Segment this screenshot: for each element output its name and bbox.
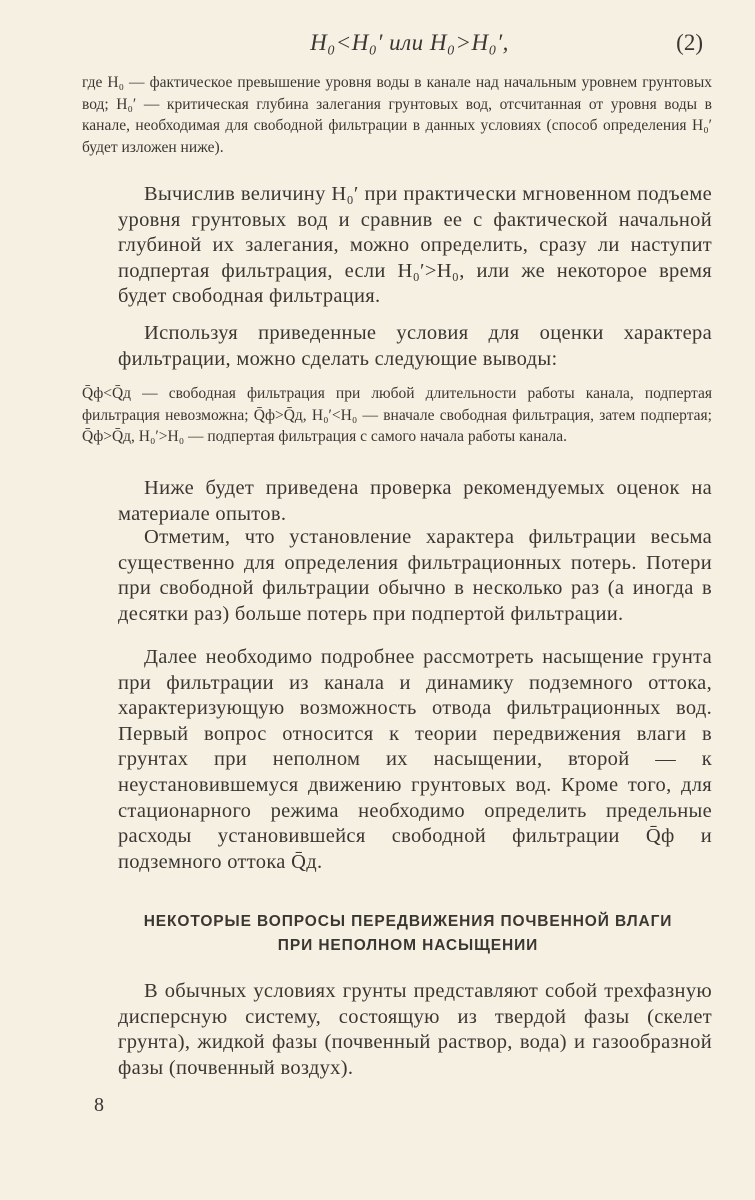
paragraph-verification: Ниже будет приведена проверка рекомендуемых оценок на материале опытов. <box>118 477 712 525</box>
paragraph-saturation: Далее необходимо подробнее рассмотреть насыщение грунта при фильтрации из канала и динамику подземного оттока, характеризующую возможность отвода фильтрационных вод. Первый вопрос относится к теории передвижения влаги в грунтах при неполном их насыщении, второй — к неустановившемуся движению грунтовых вод. Кроме того, для стационарного режима необходимо определить предельные расходы установившейся свободной фильтрации Q̄ф и подземного оттока Q̄д. <box>118 646 712 873</box>
formula-number: (2) <box>676 30 703 55</box>
section-heading-line-1: НЕКОТОРЫЕ ВОПРОСЫ ПЕРЕДВИЖЕНИЯ ПОЧВЕННОЙ ВЛАГИ <box>143 913 673 930</box>
conclusions-list: Q̄ф<Q̄д — свободная фильтрация при любой длительности работы канала, подпертая фильтрация невозможна; Q̄ф>Q̄д, H₀′<H₀ — вначале свободная фильтрация, затем подпертая; Q̄ф>Q̄д, H₀′>H₀ — подпертая фильтрация с самого начала работы канала. <box>82 385 712 445</box>
formula-expression: H₀<H₀′ или H₀>H₀′, <box>310 30 509 55</box>
formula-definitions: где H₀ — фактическое превышение уровня воды в канале над начальным уровнем грунтовых вод; H₀′ — критическая глубина залегания грунтовых вод, отсчитанная от уровня воды в канале, необходимая для свободной фильтрации в данных условиях (способ определения H₀′ будет изложен ниже). <box>82 74 712 156</box>
paragraph-losses: Отметим, что установление характера фильтрации весьма существенно для определения фильтрационных потерь. Потери при свободной фильтрации обычно в несколько раз (а иногда в десятки раз) больше потерь при подпертой фильтрации. <box>118 526 712 625</box>
paragraph-conclusions-intro: Используя приведенные условия для оценки характера фильтрации, можно сделать следующие выводы: <box>118 322 712 370</box>
section-heading-line-2: ПРИ НЕПОЛНОМ НАСЫЩЕНИИ <box>277 937 539 954</box>
section-heading <box>98 910 718 958</box>
paragraph-critical-depth: Вычислив величину H₀′ при практически мгновенном подъеме уровня грунтовых вод и сравнив ее с фактической начальной глубиной их залегания, можно определить, сразу ли наступит подпертая фильтрация, если H₀′>H₀, или же некоторое время будет свободная фильтрация. <box>118 183 712 308</box>
paragraph-three-phase: В обычных условиях грунты представляют собой трехфазную дисперсную систему, состоящую из твердой фазы (скелет грунта), жидкой фазы (почвенный раствор, вода) и газообразной фазы (почвенный воздух). <box>118 980 712 1079</box>
page-number: 8 <box>94 1094 104 1116</box>
